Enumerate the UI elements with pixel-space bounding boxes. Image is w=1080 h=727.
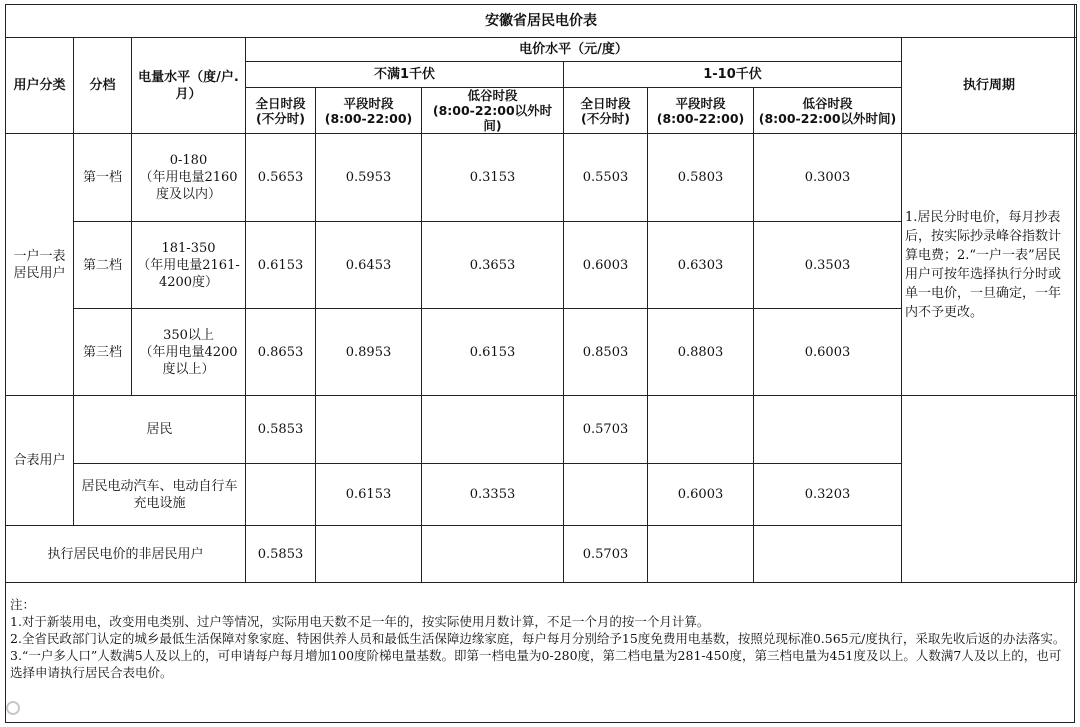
tier-label: 第三档 xyxy=(74,309,132,396)
group-shared-meter: 合表用户 xyxy=(6,396,74,526)
empty-cell xyxy=(648,526,754,583)
tier-label: 第一档 xyxy=(74,134,132,222)
table-row xyxy=(6,396,1077,464)
header-flat-b: 平段时段 (8:00-22:00) xyxy=(648,88,754,134)
watermark xyxy=(6,700,24,716)
header-valley-b: 低谷时段 (8:00-22:00以外时间) xyxy=(754,88,902,134)
price-cell: 0.6153 xyxy=(422,309,564,396)
table-title: 安徽省居民电价表 xyxy=(6,5,1077,38)
header-price-level: 电价水平（元/度） xyxy=(246,38,902,62)
price-cell: 0.6453 xyxy=(316,222,422,309)
price-cell: 0.6153 xyxy=(316,464,422,526)
price-cell: 0.5853 xyxy=(246,396,316,464)
execution-period-text: 1.居民分时电价，每月抄表后，按实际抄录峰谷指数计算电费；2.“一户一表”居民用户可按年选择执行分时或单一电价，一旦确定，一年内不予更改。 xyxy=(902,134,1077,396)
shared-row-label: 居民电动汽车、电动自行车充电设施 xyxy=(74,464,246,526)
header-band-1-10kv: 1-10千伏 xyxy=(564,62,902,88)
price-cell: 0.6003 xyxy=(564,222,648,309)
usage-range: 0-180 （年用电量2160度及以内） xyxy=(132,134,246,222)
price-cell: 0.5803 xyxy=(648,134,754,222)
price-cell: 0.5703 xyxy=(564,526,648,583)
tier-label: 第二档 xyxy=(74,222,132,309)
header-flat-a: 平段时段 (8:00-22:00) xyxy=(316,88,422,134)
price-cell: 0.3353 xyxy=(422,464,564,526)
empty-cell xyxy=(422,526,564,583)
price-cell: 0.5503 xyxy=(564,134,648,222)
empty-cell xyxy=(316,396,422,464)
price-cell: 0.6003 xyxy=(754,309,902,396)
price-cell: 0.3203 xyxy=(754,464,902,526)
group-non-resident: 执行居民电价的非居民用户 xyxy=(6,526,246,583)
price-cell: 0.8653 xyxy=(246,309,316,396)
header-user-category: 用户分类 xyxy=(6,38,74,134)
price-cell: 0.6153 xyxy=(246,222,316,309)
note-item: 1.对于新装用电，改变用电类别、过户等情况，实际用电天数不足一年的，按实际使用月数计算，不足一个月的按一个月计算。 xyxy=(10,614,710,629)
watermark-logo-icon xyxy=(6,701,20,715)
price-cell: 0.8503 xyxy=(564,309,648,396)
price-cell: 0.8803 xyxy=(648,309,754,396)
table-row xyxy=(6,134,1077,222)
price-cell: 0.6303 xyxy=(648,222,754,309)
empty-cell xyxy=(422,396,564,464)
empty-cell xyxy=(564,464,648,526)
price-cell: 0.5953 xyxy=(316,134,422,222)
price-cell: 0.3153 xyxy=(422,134,564,222)
usage-range: 350以上 （年用电量4200度以上） xyxy=(132,309,246,396)
price-cell: 0.3503 xyxy=(754,222,902,309)
header-usage-level: 电量水平（度/户.月） xyxy=(132,38,246,134)
note-item: 2.全省民政部门认定的城乡最低生活保障对象家庭、特困供养人员和最低生活保障边缘家庭，每户每月分别给予15度免费用电基数，按照兑现标准0.565元/度执行，采取先收后返的办法落实。 xyxy=(10,631,1066,646)
notes-heading: 注： xyxy=(10,597,36,612)
group-single-meter: 一户一表居民用户 xyxy=(6,134,74,396)
header-band-under-1kv: 不满1千伏 xyxy=(246,62,564,88)
header-tier: 分档 xyxy=(74,38,132,134)
usage-range: 181-350 （年用电量2161-4200度） xyxy=(132,222,246,309)
empty-cell xyxy=(316,526,422,583)
empty-cell xyxy=(754,526,902,583)
empty-cell xyxy=(648,396,754,464)
period-empty-cell xyxy=(902,396,1077,583)
header-period: 执行周期 xyxy=(902,38,1077,134)
header-allday-b: 全日时段 (不分时) xyxy=(564,88,648,134)
header-valley-a: 低谷时段 (8:00-22:00以外时间) xyxy=(422,88,564,134)
price-cell: 0.3003 xyxy=(754,134,902,222)
price-cell: 0.6003 xyxy=(648,464,754,526)
price-cell: 0.3653 xyxy=(422,222,564,309)
price-cell: 0.5703 xyxy=(564,396,648,464)
header-allday-a: 全日时段 (不分时) xyxy=(246,88,316,134)
notes-section xyxy=(10,596,1070,681)
empty-cell xyxy=(754,396,902,464)
price-cell: 0.5853 xyxy=(246,526,316,583)
shared-row-label: 居民 xyxy=(74,396,246,464)
electricity-price-table xyxy=(5,4,1077,583)
price-cell: 0.5653 xyxy=(246,134,316,222)
empty-cell xyxy=(246,464,316,526)
price-cell: 0.8953 xyxy=(316,309,422,396)
note-item: 3.“一户多人口”人数满5人及以上的，可申请每户每月增加100度阶梯电量基数。即第一档电量为0-280度，第二档电量为281-450度，第三档电量为451度及以上。人数满7人及以上的，也可选择申请执行居民合表电价。 xyxy=(10,648,1062,680)
